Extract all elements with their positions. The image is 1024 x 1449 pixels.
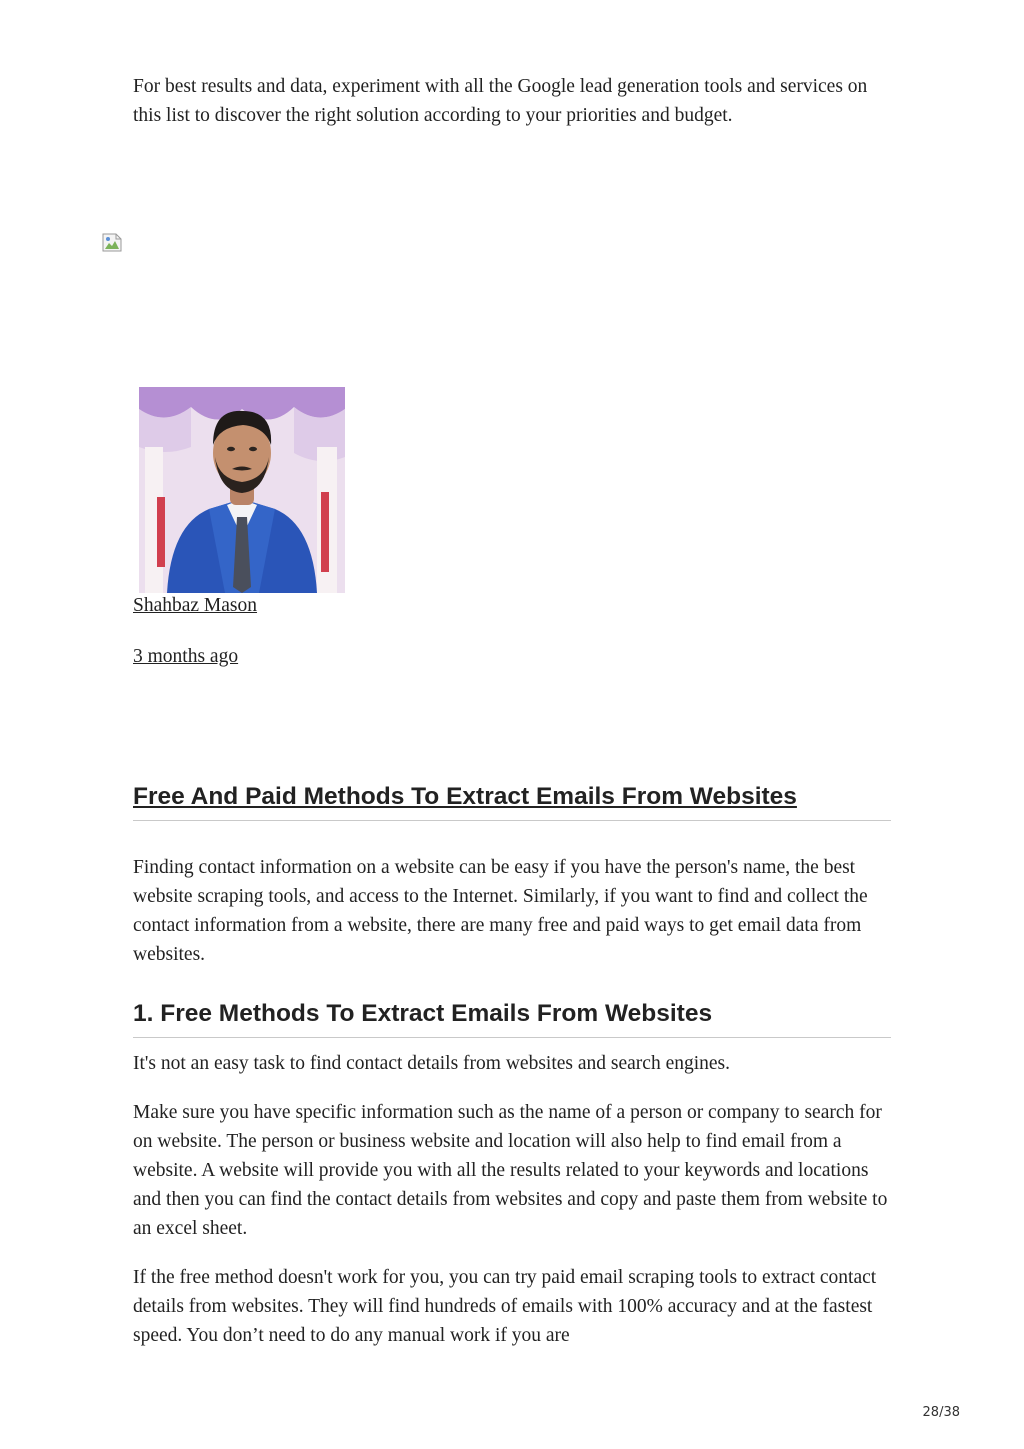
section-paragraph-3: If the free method doesn't work for you, you can try paid email scraping tools to extract contact details from websites. They will find hundreds of emails with 100% accuracy and at the fastest speed. You don’t need to do any manual work if you are: [133, 1267, 877, 1346]
article-intro-paragraph: Finding contact information on a website can be easy if you have the person's name, the best website scraping tools, and access to the Internet. Similarly, if you want to find and collect the contact information from a website, there are many free and paid ways to get email data from websites.: [133, 857, 868, 965]
article-title: [133, 782, 891, 821]
intro-paragraph: For best results and data, experiment with all the Google lead generation tools and services on this list to discover the right solution according to your priorities and budget.: [133, 76, 868, 126]
author-avatar[interactable]: [139, 387, 345, 593]
author-name-link[interactable]: Shahbaz Mason: [133, 595, 258, 616]
section-heading-free-methods: 1. Free Methods To Extract Emails From Websites: [133, 999, 891, 1038]
post-time-link[interactable]: 3 months ago: [133, 646, 239, 667]
article-title-link[interactable]: Free And Paid Methods To Extract Emails From Websites: [133, 783, 797, 810]
section-paragraph-2: Make sure you have specific information such as the name of a person or company to search for on website. The person or business website and location will also help to find email from a website. A website will provide you with all the results related to your keywords and locations and then you can find the contact details from websites and copy and paste them from website to an excel sheet.: [133, 1102, 888, 1239]
broken-image-icon: [102, 233, 122, 252]
section-paragraph-1: It's not an easy task to find contact details from websites and search engines.: [133, 1053, 731, 1074]
page-number: 28/38: [922, 1405, 960, 1420]
